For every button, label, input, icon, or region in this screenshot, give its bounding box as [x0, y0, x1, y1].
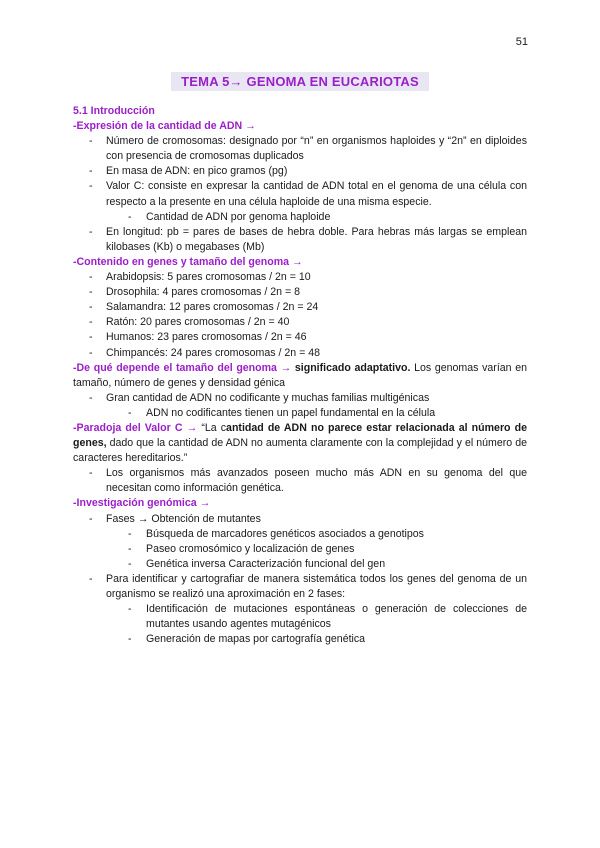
document-body: [73, 104, 527, 647]
list-item: - Fases → Obtención de mutantes: [73, 512, 527, 527]
sub-list-item: - ADN no codificantes tienen un papel fundamental en la célula: [73, 406, 527, 421]
page-number: 51: [515, 36, 528, 48]
bold-text: antidad de ADN no parece estar relacionada al número de genes,: [73, 421, 528, 450]
paragraph-depende: [73, 361, 527, 391]
list-item: - Valor C: consiste en expresar la cantidad de ADN total en el genoma de una célula con respecto a la presente en una célula haploide de una misma especie.: [73, 179, 527, 209]
quote-start: “La c: [197, 421, 227, 434]
paragraph-paradoja: [73, 421, 527, 466]
heading-depende: -De qué depende el tamaño del genoma →: [73, 361, 292, 374]
title-wrapper: [0, 72, 600, 91]
heading-contenido: -Contenido en genes y tamaño del genoma →: [73, 255, 303, 268]
sub-list-item: - Identificación de mutaciones espontáneas o generación de colecciones de mutantes usando agentes mutagénicos: [73, 602, 527, 632]
list-item: - Gran cantidad de ADN no codificante y muchas familias multigénicas: [73, 391, 527, 406]
list-item: - En longitud: pb = pares de bases de hebra doble. Para hebras más largas se emplean kilobases (Kb) o megabases (Mb): [73, 225, 527, 255]
list-item: - Drosophila: 4 pares cromosomas / 2n = 8: [73, 285, 527, 300]
list-item: - Arabidopsis: 5 pares cromosomas / 2n = 10: [73, 270, 527, 285]
sub-list-item: - Genética inversa Caracterización funcional del gen: [73, 557, 527, 572]
bold-text: significado adaptativo.: [291, 361, 411, 374]
sub-list-item: - Cantidad de ADN por genoma haploide: [73, 210, 527, 225]
list-item: - Humanos: 23 pares cromosomas / 2n = 46: [73, 330, 527, 345]
heading-investigacion: -Investigación genómica →: [73, 497, 211, 510]
sub-list-item: - Paseo cromosómico y localización de genes: [73, 542, 527, 557]
list-item: - Ratón: 20 pares cromosomas / 2n = 40: [73, 315, 527, 330]
sub-list-item: - Generación de mapas por cartografía genética: [73, 632, 527, 647]
page-title: TEMA 5→ GENOMA EN EUCARIOTAS: [171, 72, 429, 91]
heading-expresion: -Expresión de la cantidad de ADN →: [73, 120, 256, 133]
list-item: - Los organismos más avanzados poseen mucho más ADN en su genoma del que necesitan como información genética.: [73, 466, 527, 496]
list-item: - En masa de ADN: en pico gramos (pg): [73, 164, 527, 179]
section-heading-introduccion: 5.1 Introducción: [73, 105, 155, 117]
heading-paradoja: -Paradoja del Valor C →: [73, 421, 198, 434]
list-item: - Número de cromosomas: designado por “n” en organismos haploides y “2n” en diploides con presencia de cromosomas duplicados: [73, 134, 527, 164]
sub-list-item: - Búsqueda de marcadores genéticos asociados a genotipos: [73, 527, 527, 542]
list-item: - Para identificar y cartografiar de manera sistemática todos los genes del genoma de un organismo se realizó una aproximación en 2 fases:: [73, 572, 527, 602]
list-item: - Salamandra: 12 pares cromosomas / 2n = 24: [73, 300, 527, 315]
body-text: dado que la cantidad de ADN no aumenta claramente con la complejidad y el número de caracteres hereditarios.”: [73, 437, 527, 465]
list-item: - Chimpancés: 24 pares cromosomas / 2n = 48: [73, 346, 527, 361]
body-text: Los genomas varían en tamaño, número de genes y densidad génica: [73, 361, 528, 389]
